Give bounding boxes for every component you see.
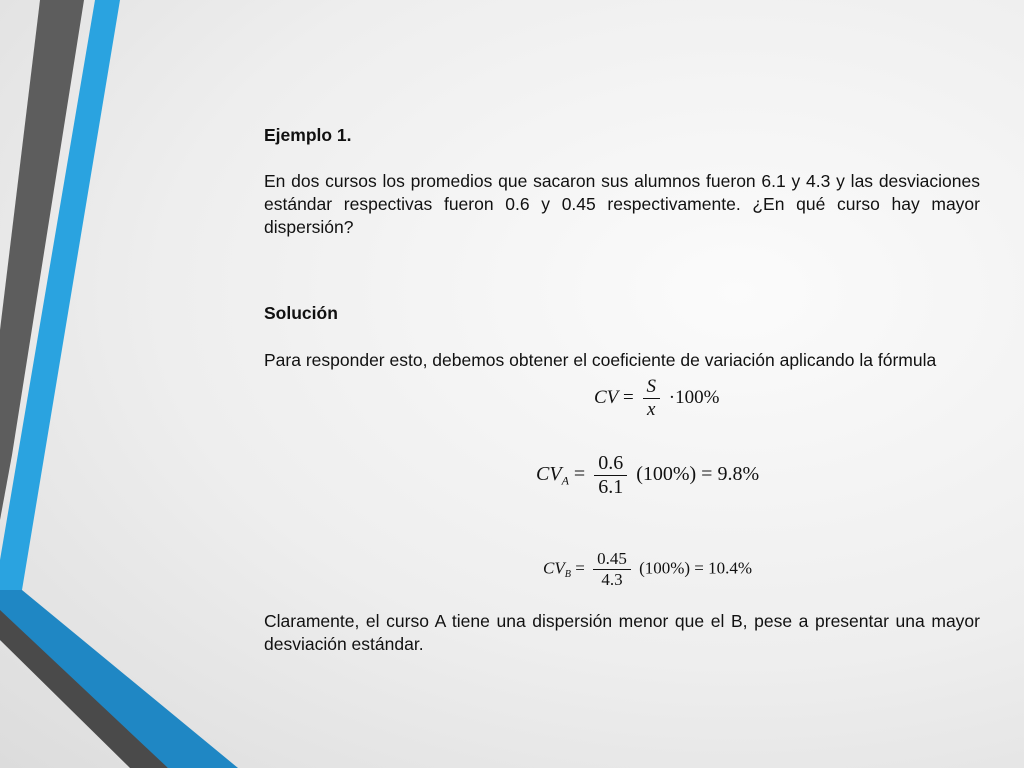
formula-numerator: 0.6 [598, 452, 624, 474]
formula-numerator: 0.45 [597, 549, 627, 568]
formula-equals: = [573, 463, 586, 486]
formula-lhs: CV [543, 558, 565, 578]
formula-fraction [594, 452, 627, 499]
solution-conclusion: Claramente, el curso A tiene una dispersión menor que el B, pese a presentar una mayor desviación estándar. [264, 611, 980, 654]
formula-subscript: A [561, 473, 569, 488]
formula-equals: = [575, 558, 585, 578]
formula-rest: ·100% [668, 386, 720, 408]
formula-cv-general [594, 376, 719, 421]
formula-cv-a [536, 452, 759, 499]
formula-denominator: x [643, 398, 661, 421]
formula-lhs: CV [536, 463, 562, 486]
formula-equals: = [623, 386, 634, 408]
formula-numerator: S [646, 376, 656, 397]
formula-lhs: CV [594, 386, 619, 408]
formula-denominator: 6.1 [594, 475, 627, 499]
formula-subscript: B [564, 568, 571, 580]
formula-fraction [643, 376, 661, 421]
formula-rest: (100%) = 10.4% [639, 558, 753, 578]
solution-intro: Para responder esto, debemos obtener el coeficiente de variación aplicando la fórmula [264, 350, 937, 370]
solution-heading: Solución [264, 303, 338, 323]
formula-cv-b [543, 549, 752, 590]
formula-denominator: 4.3 [593, 569, 631, 590]
problem-statement: En dos cursos los promedios que sacaron sus alumnos fueron 6.1 y 4.3 y las desviaciones estándar respectivas fueron 0.6 y 0.45 respectivamente. ¿En qué curso hay mayor dispersión? [264, 171, 980, 237]
example-title: Ejemplo 1. [264, 125, 352, 145]
formula-rest: (100%) = 9.8% [636, 463, 760, 486]
formula-fraction [593, 549, 631, 590]
